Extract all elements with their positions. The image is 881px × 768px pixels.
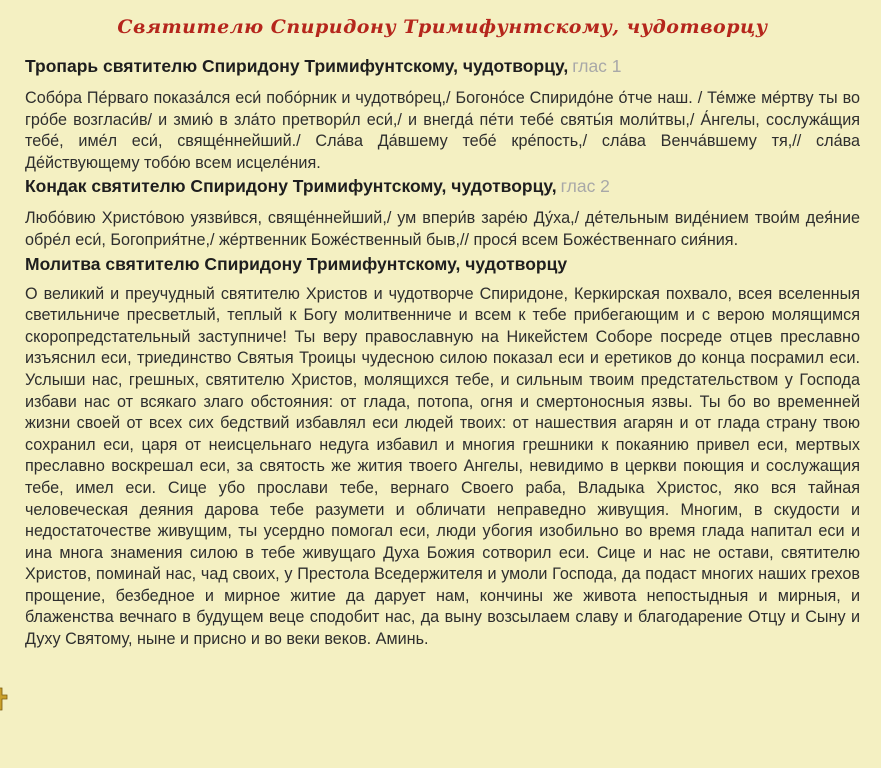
- molitva-heading: [25, 252, 860, 276]
- kontakion-text: Любо́вию Христо́вою уязви́вся, свяще́ннейший,/ ум впери́в заре́ю Ду́ха,/ де́тельным виде́нием твои́м дея́ние обре́л еси́, Богоприя́тне,/ же́ртвенник Боже́ственный быв,// прося́ всем Боже́ственнаго сия́ния.: [25, 209, 860, 249]
- kontakion-heading: [25, 174, 860, 198]
- gold-cross-ornament-icon: [0, 686, 8, 712]
- troparion-heading-text: Тропарь святителю Спиридону Тримифунтскому, чудотворцу,: [25, 56, 569, 76]
- troparion-block: [25, 54, 860, 174]
- troparion-tone: глас 1: [572, 56, 622, 76]
- troparion-text: Собо́ра Пе́рваго показа́лся еси́ побо́рник и чудотво́рец,/ Богоно́се Спиридо́не о́тче наш. / Те́мже ме́ртву ты во гро́бе возгласи́в/ и змию́ в зла́то претвори́л еси́,/ и внегда́ пе́ти тебе́ святы́я моли́твы,/ А́нгелы, сослужа́щия тебе́, име́л еси́, свяще́ннейший./ Сла́ва Да́вшему тебе́ кре́пость,/ сла́ва Венча́вшему тя,// сла́ва Де́йствующему тобо́ю всем исцеле́ния.: [25, 89, 860, 172]
- kontakion-tone: глас 2: [560, 176, 610, 197]
- troparion-heading: [25, 54, 860, 78]
- kontakion-block: [25, 174, 860, 251]
- molitva-block: [25, 252, 860, 651]
- page-title: Святителю Спиридону Тримифунтскому, чудотворцу: [117, 16, 768, 38]
- kontakion-heading-text: Кондак святителю Спиридону Тримифунтскому, чудотворцу,: [25, 176, 557, 197]
- molitva-heading-text: Молитва святителю Спиридону Тримифунтскому, чудотворцу: [25, 253, 568, 274]
- molitva-text: О великий и преучудный святителю Христов и чудотворче Спиридоне, Керкирская похвало, всея вселенныя светильниче пресветлый, теплый к Богу молитвенниче и всем к тебе прибегающим и с верою молящимся скоропредстательный заступниче! Ты веру православную на Никейстем Соборе посреде отцев преславно изъяснил еси, триединство Святыя Троицы чудесною силою показал еси и еретиков до конца посрамил еси. Услыши нас, грешных, святителю Христов, молящихся тебе, и сильным твоим предстательством у Господа избави нас от всякаго злаго обстояния: от глада, потопа, огня и смертоносныя язвы. Ты бо во временней жизни своей от всех сих бедствий избавлял еси людей твоих: от нашествия агарян и от глада страну твою сохранил еси, царя от неисцельнаго недуга избавил и многия грешники к покаянию привел еси, мертвых преславно воскрешал еси, за святость же жития твоего Ангелы, невидимо в церкви поющия и сослужащия тебе, имел еси. Сице убо прослави тебе, вернаго Своего раба, Владыка Христос, яко вся тайная человеческая деяния дарова тебе разумети и обличати неправедно живущия. Многим, в скудости и недостаточестве живущим, ты усердно помогал еси, люди убогия изобильно во время глада напитал еси и ина многа знамения силою в тебе живущаго Духа Божия сотворил еси. Сице и нас не остави, святителю Христов, поминай нас, чад своих, у Престола Вседержителя и умоли Господа, да подаст многих наших грехов прощение, безбедное и мирное житие да дарует нам, кончины же живота непостыдныя и мирныя, и блаженства вечнаго в будущем веце сподобит нас, да выну возсылаем славу и благодарение Отцу и Сыну и Духу Святому, ныне и присно и во веки веков. Аминь.: [25, 284, 860, 649]
